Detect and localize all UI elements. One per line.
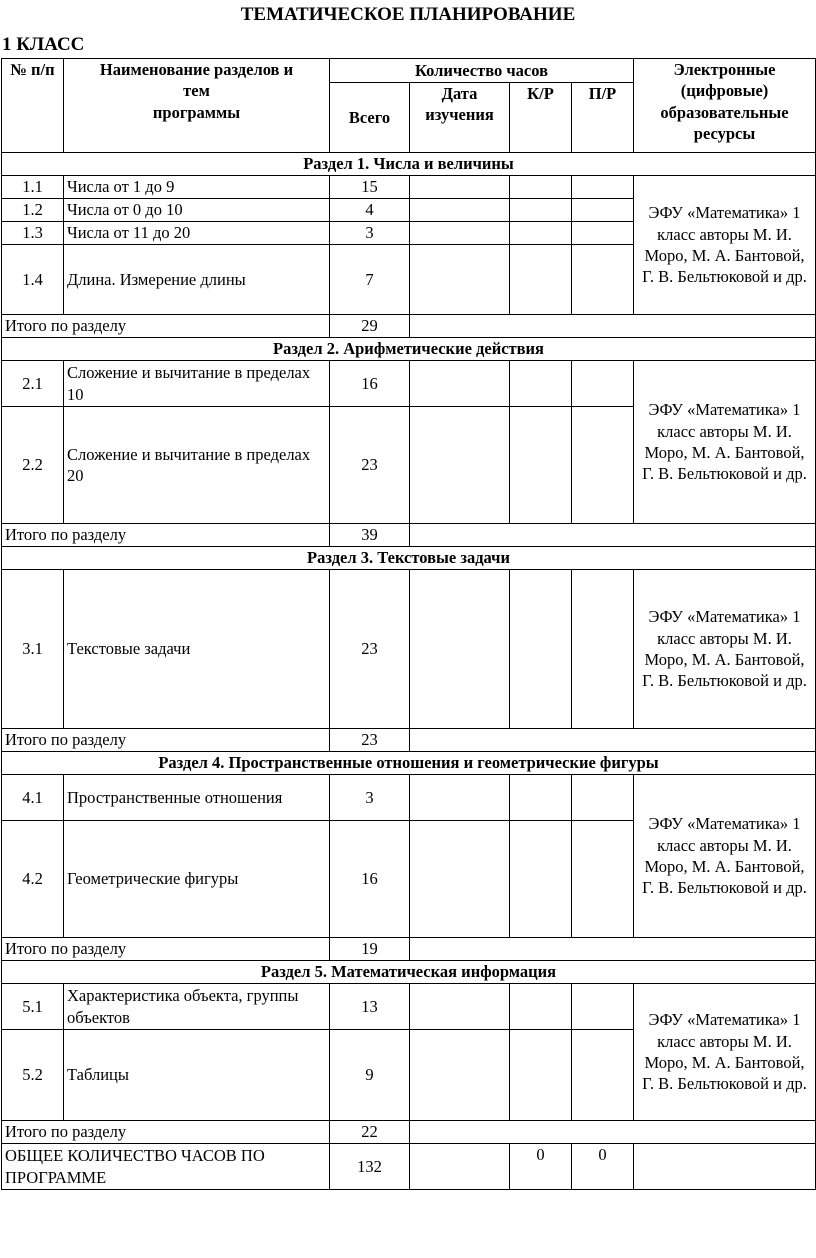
header-date-line2: изучения <box>425 105 494 125</box>
header-date <box>410 83 510 153</box>
subtotal-label: Итого по разделу <box>2 1121 330 1144</box>
row-resource: ЭФУ «Математика» 1 класс авторы М. И. Моро, М. А. Бантовой, Г. В. Бельтюковой и др. <box>634 570 816 729</box>
row-hours: 13 <box>330 984 410 1030</box>
row-hours: 15 <box>330 176 410 199</box>
section-title: Раздел 4. Пространственные отношения и геометрические фигуры <box>2 752 816 775</box>
row-date <box>410 222 510 245</box>
section-title: Раздел 1. Числа и величины <box>2 153 816 176</box>
row-name: Текстовые задачи <box>64 570 330 729</box>
subtotal-label: Итого по разделу <box>2 524 330 547</box>
header-hours: Количество часов <box>330 59 634 83</box>
row-kr <box>510 1030 572 1121</box>
row-name: Характеристика объекта, группы объектов <box>64 984 330 1030</box>
row-resource: ЭФУ «Математика» 1 класс авторы М. И. Моро, М. А. Бантовой, Г. В. Бельтюковой и др. <box>634 984 816 1121</box>
header-pr: П/Р <box>572 83 634 153</box>
row-num: 1.2 <box>2 199 64 222</box>
subtotal-hours: 22 <box>330 1121 410 1144</box>
row-pr <box>572 821 634 938</box>
row-date <box>410 245 510 315</box>
row-num: 1.4 <box>2 245 64 315</box>
section-title: Раздел 2. Арифметические действия <box>2 338 816 361</box>
subtotal-empty <box>410 938 816 961</box>
row-hours: 9 <box>330 1030 410 1121</box>
header-kr: К/Р <box>510 83 572 153</box>
subtotal-hours: 23 <box>330 729 410 752</box>
row-name: Сложение и вычитание в пределах 20 <box>64 407 330 524</box>
row-name: Сложение и вычитание в пределах 10 <box>64 361 330 407</box>
row-name: Длина. Измерение длины <box>64 245 330 315</box>
section-title: Раздел 5. Математическая информация <box>2 961 816 984</box>
row-hours: 3 <box>330 775 410 821</box>
row-date <box>410 176 510 199</box>
header-resources <box>634 59 816 153</box>
section-title: Раздел 3. Текстовые задачи <box>2 547 816 570</box>
subtotal-label: Итого по разделу <box>2 729 330 752</box>
subtotal-row <box>2 524 816 547</box>
header-name-line3: программы <box>152 102 241 122</box>
row-pr <box>572 407 634 524</box>
row-num: 1.3 <box>2 222 64 245</box>
row-name: Таблицы <box>64 1030 330 1121</box>
row-date <box>410 361 510 407</box>
row-pr <box>572 775 634 821</box>
row-num: 3.1 <box>2 570 64 729</box>
row-date <box>410 199 510 222</box>
row-name: Пространственные отношения <box>64 775 330 821</box>
row-kr <box>510 821 572 938</box>
row-hours: 7 <box>330 245 410 315</box>
row-num: 2.2 <box>2 407 64 524</box>
subtotal-hours: 19 <box>330 938 410 961</box>
header-total: Всего <box>330 83 410 153</box>
row-hours: 3 <box>330 222 410 245</box>
row-kr <box>510 176 572 199</box>
subtotal-row <box>2 938 816 961</box>
grand-total-date <box>410 1144 510 1190</box>
row-hours: 16 <box>330 361 410 407</box>
subtotal-row <box>2 315 816 338</box>
subtotal-empty <box>410 729 816 752</box>
row-kr <box>510 984 572 1030</box>
section-title-row <box>2 338 816 361</box>
row-resource: ЭФУ «Математика» 1 класс авторы М. И. Моро, М. А. Бантовой, Г. В. Бельтюковой и др. <box>634 775 816 938</box>
table-row <box>2 570 816 729</box>
header-res-line3: образовательные <box>660 102 789 122</box>
grand-total-row <box>2 1144 816 1190</box>
row-pr <box>572 984 634 1030</box>
row-kr <box>510 570 572 729</box>
section-title-row <box>2 547 816 570</box>
subtotal-row <box>2 729 816 752</box>
row-name: Геометрические фигуры <box>64 821 330 938</box>
row-num: 1.1 <box>2 176 64 199</box>
header-name-line2: тем <box>183 81 210 101</box>
grand-total-kr: 0 <box>510 1144 572 1190</box>
row-date <box>410 821 510 938</box>
row-date <box>410 984 510 1030</box>
grand-total-resource <box>634 1144 816 1190</box>
table-row <box>2 775 816 821</box>
row-pr <box>572 222 634 245</box>
row-kr <box>510 245 572 315</box>
row-kr <box>510 407 572 524</box>
row-kr <box>510 222 572 245</box>
row-date <box>410 1030 510 1121</box>
section-title-row <box>2 961 816 984</box>
subtotal-empty <box>410 315 816 338</box>
row-pr <box>572 570 634 729</box>
subtotal-empty <box>410 524 816 547</box>
subtotal-row <box>2 1121 816 1144</box>
row-name: Числа от 1 до 9 <box>64 176 330 199</box>
header-res-line4: ресурсы <box>693 124 756 144</box>
row-pr <box>572 1030 634 1121</box>
subtotal-empty <box>410 1121 816 1144</box>
row-date <box>410 775 510 821</box>
row-name: Числа от 0 до 10 <box>64 199 330 222</box>
header-res-line2: (цифровые) <box>680 81 769 101</box>
section-title-row <box>2 153 816 176</box>
table-row <box>2 176 816 199</box>
row-num: 4.2 <box>2 821 64 938</box>
subtotal-label: Итого по разделу <box>2 315 330 338</box>
row-num: 5.1 <box>2 984 64 1030</box>
table-row <box>2 361 816 407</box>
grand-total-label: ОБЩЕЕ КОЛИЧЕСТВО ЧАСОВ ПО ПРОГРАММЕ <box>2 1144 330 1190</box>
row-hours: 4 <box>330 199 410 222</box>
row-num: 4.1 <box>2 775 64 821</box>
row-resource: ЭФУ «Математика» 1 класс авторы М. И. Моро, М. А. Бантовой, Г. В. Бельтюковой и др. <box>634 361 816 524</box>
page-title: ТЕМАТИЧЕСКОЕ ПЛАНИРОВАНИЕ <box>240 4 576 25</box>
row-hours: 23 <box>330 407 410 524</box>
row-hours: 23 <box>330 570 410 729</box>
row-kr <box>510 775 572 821</box>
row-pr <box>572 245 634 315</box>
header-date-line1: Дата <box>441 84 478 103</box>
subtotal-hours: 29 <box>330 315 410 338</box>
header-name <box>64 59 330 153</box>
row-pr <box>572 361 634 407</box>
row-pr <box>572 199 634 222</box>
row-num: 5.2 <box>2 1030 64 1121</box>
row-date <box>410 570 510 729</box>
row-pr <box>572 176 634 199</box>
subtotal-hours: 39 <box>330 524 410 547</box>
header-name-line1: Наименование разделов и <box>99 60 294 79</box>
row-num: 2.1 <box>2 361 64 407</box>
row-resource: ЭФУ «Математика» 1 класс авторы М. И. Моро, М. А. Бантовой, Г. В. Бельтюковой и др. <box>634 176 816 315</box>
table-row <box>2 984 816 1030</box>
header-num: № п/п <box>2 59 64 153</box>
row-kr <box>510 361 572 407</box>
row-hours: 16 <box>330 821 410 938</box>
grand-total-hours: 132 <box>330 1144 410 1190</box>
row-date <box>410 407 510 524</box>
planning-table <box>1 58 816 1190</box>
grand-total-pr: 0 <box>572 1144 634 1190</box>
row-kr <box>510 199 572 222</box>
class-heading: 1 КЛАСС <box>2 34 85 55</box>
subtotal-label: Итого по разделу <box>2 938 330 961</box>
section-title-row <box>2 752 816 775</box>
row-name: Числа от 11 до 20 <box>64 222 330 245</box>
header-res-line1: Электронные <box>673 60 776 79</box>
